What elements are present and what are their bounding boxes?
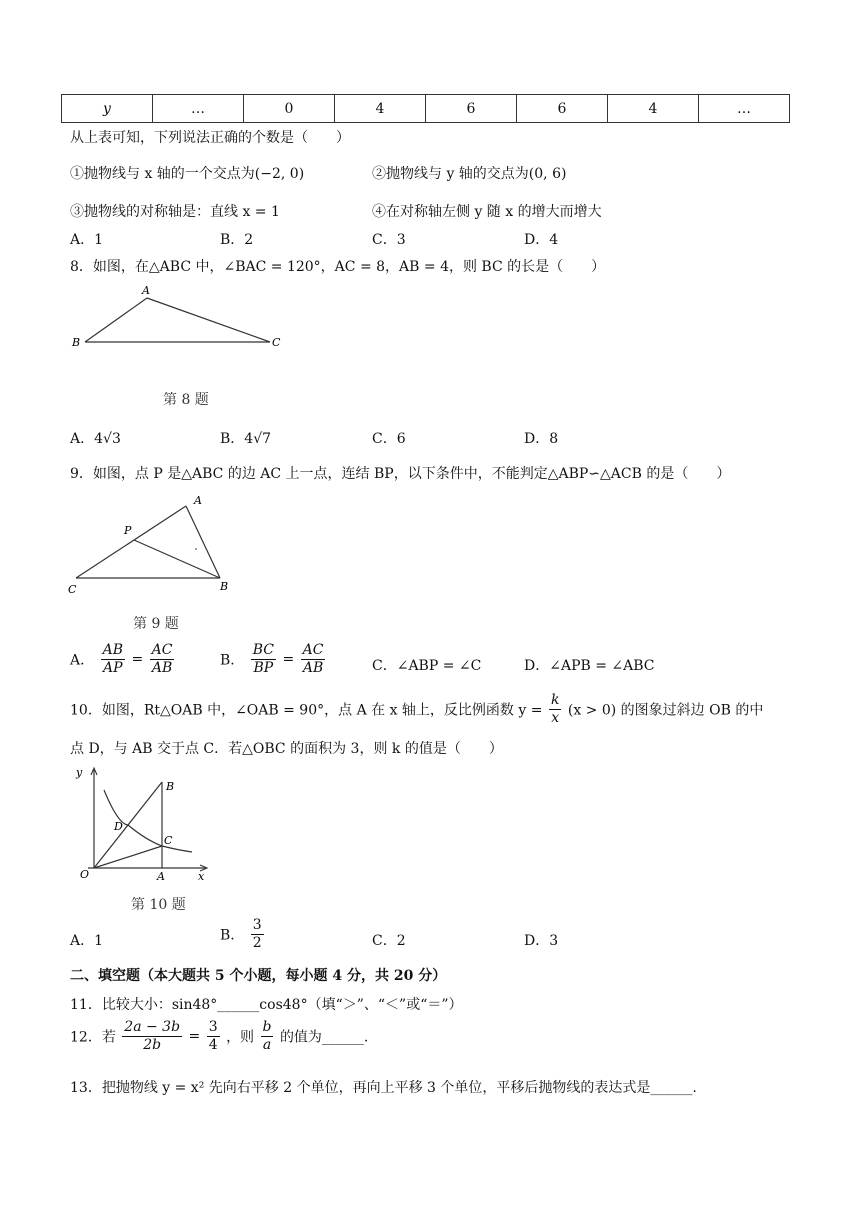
q8-label-b: B [72,336,81,349]
q10-option-b-frac: $\frac{3}{2}$ [252,917,262,951]
q10-label-a: A [157,870,165,883]
q9-triangle-figure [62,490,242,600]
q8-caption: 第 8 题 [163,392,209,408]
table-cell: … [699,95,790,123]
q8-option-b: B．4√7 [220,431,272,447]
section-2-heading: 二、填空题（本大题共 5 个小题，每小题 4 分，共 20 分） [70,968,447,984]
q7-statement-4: ④在对称轴左侧 y 随 x 的增大而增大 [372,204,602,220]
q10-label-b: B [166,780,175,793]
q9-option-b-frac1: $\frac{BC}{BP}$ [252,642,275,676]
q12-frac-1: $\frac{2a - 3b}{2b}$ [124,1019,181,1053]
q10-caption: 第 10 题 [131,897,186,913]
q11-text: 11．比较大小：sin48°______cos48°（填“＞”、“＜”或“＝”） [70,997,463,1013]
q7-option-d: D．4 [524,232,559,248]
table-cell: 4 [335,95,426,123]
q10-label-o: O [80,868,90,881]
q9-label-p: P [124,524,132,537]
q10-k-over-x: $\frac{k}{x}$ [550,692,560,726]
q7-option-a: A．1 [70,232,104,248]
q9-option-b-prefix: B． [220,652,245,669]
q9-option-a: A． $\frac{AB}{AP}$ = $\frac{AC}{AB}$ [70,642,173,676]
q12-frac-3: $\frac{b}{a}$ [262,1019,272,1053]
table-row [62,95,790,123]
q10-label-c: C [164,834,173,847]
q10-option-a: A．1 [70,933,104,949]
q9-label-c: C [68,583,77,596]
q9-option-a-frac2: $\frac{AC}{AB}$ [151,642,173,676]
q7-statement-3: ③抛物线的对称轴是：直线 x = 1 [70,204,280,220]
table-cell: 4 [608,95,699,123]
table-cell: … [153,95,244,123]
table-cell: 0 [244,95,335,123]
q9-option-a-prefix: A． [70,652,95,669]
table-cell: 6 [426,95,517,123]
q7-stem: 从上表可知，下列说法正确的个数是（ ） [70,130,350,146]
q10-option-b: B． $\frac{3}{2}$ [220,917,262,951]
q7-option-c: C．3 [372,232,406,248]
q9-stem: 9．如图，点 P 是△ABC 的边 AC 上一点，连结 BP，以下条件中，不能判定△ABP∽△ACB 的是（ ） [70,466,731,482]
q10-label-y: y [76,766,83,779]
q7-option-b: B．2 [220,232,254,248]
q7-statement-1: ①抛物线与 x 轴的一个交点为(−2, 0) [70,166,305,182]
q9-option-c: C．∠ABP = ∠C [372,658,482,674]
q10-graph-figure [66,762,216,890]
q9-label-a: A [194,494,202,507]
q7-statement-2: ②抛物线与 y 轴的交点为(0, 6) [372,166,567,182]
q9-label-b: B [220,580,229,593]
q8-label-a: A [142,284,150,297]
q10-stem-line2: 点 D，与 AB 交于点 C．若△OBC 的面积为 3，则 k 的值是（ ） [70,741,503,757]
table-cell: 6 [517,95,608,123]
q8-option-c: C．6 [372,431,406,447]
q10-label-x: x [198,870,205,883]
q9-option-a-frac1: $\frac{AB}{AP}$ [102,642,123,676]
q8-stem: 8．如图，在△ABC 中，∠BAC = 120°，AC = 8，AB = 4，则 BC 的长是（ ） [70,259,606,275]
q8-triangle-figure [66,280,296,360]
q9-caption: 第 9 题 [133,616,179,632]
q9-option-b-frac2: $\frac{AC}{AB}$ [302,642,324,676]
values-table [61,94,790,123]
q9-option-d: D．∠APB = ∠ABC [524,658,655,674]
table-row-label: y [62,95,153,123]
q10-stem-line1: 10．如图，Rt△OAB 中，∠OAB = 90°，点 A 在 x 轴上，反比例函数 y = $\frac{k}{x}$ (x > 0) 的图象过斜边 OB 的中 [70,692,764,726]
q12-text: 12．若 $\frac{2a - 3b}{2b}$ = $\frac{3}{4}$ ，则 $\frac{b}{a}$ 的值为______. [70,1019,369,1053]
q9-option-b: B． $\frac{BC}{BP}$ = $\frac{AC}{AB}$ [220,642,324,676]
q8-label-c: C [272,336,281,349]
q10-option-d: D．3 [524,933,559,949]
q13-text: 13．把抛物线 y = x² 先向右平移 2 个单位，再向上平移 3 个单位，平移后抛物线的表达式是______. [70,1080,697,1096]
q10-option-c: C．2 [372,933,406,949]
q10-label-d: D [114,820,123,833]
q8-option-a: A．4√3 [70,431,121,447]
q8-option-d: D．8 [524,431,559,447]
q12-frac-2: $\frac{3}{4}$ [208,1019,218,1053]
